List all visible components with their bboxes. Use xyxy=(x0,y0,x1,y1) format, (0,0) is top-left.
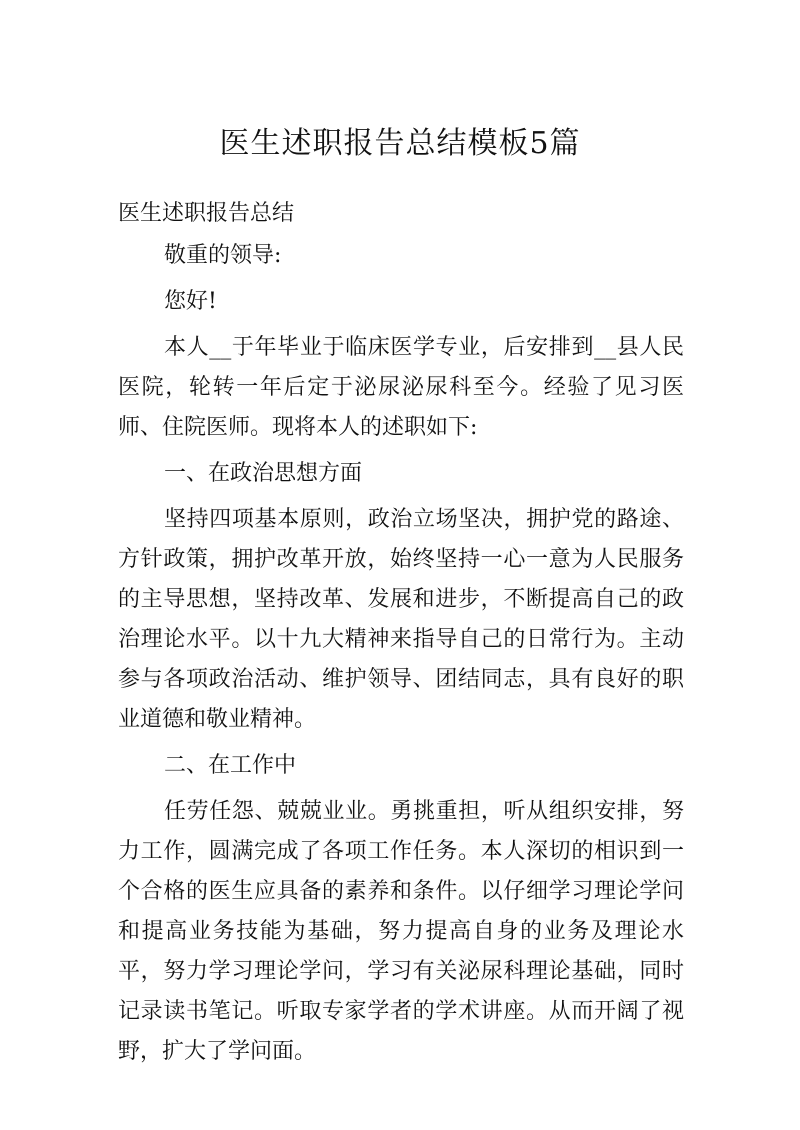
greeting-line: 敬重的领导: xyxy=(164,243,282,268)
section-heading-work: 二、在工作中 xyxy=(164,753,297,778)
salutation-line: 您好! xyxy=(164,289,217,314)
document-title: 医生述职报告总结模板5篇 xyxy=(219,126,581,161)
work-paragraph: 任劳任怨、兢兢业业。勇挑重担，听从组织安排，努力工作，圆满完成了各项工作任务。本人深切的相识到一个合格的医生应具备的素养和条件。以仔细学习理论学问和提高业务技能为基础，努力提高自身的业务及理论水平，努力学习理论学问，学习有关泌尿科理论基础，同时记录读书笔记。听取专家学者的学术讲座。从而开阔了视野，扩大了学问面。 xyxy=(118,799,684,1064)
document-heading: 医生述职报告总结 xyxy=(118,201,295,226)
politics-paragraph: 坚持四项基本原则，政治立场坚决，拥护党的路途、方针政策，拥护改革开放，始终坚持一心一意为人民服务的主导思想，坚持改革、发展和进步，不断提高自己的政治理论水平。以十九大精神来指导自己的日常行为。主动参与各项政治活动、维护领导、团结同志，具有良好的职业道德和敬业精神。 xyxy=(118,507,684,732)
section-heading-politics: 一、在政治思想方面 xyxy=(164,461,363,486)
document-body xyxy=(118,236,684,1078)
intro-paragraph: 本人__于年毕业于临床医学专业，后安排到__县人民医院，轮转一年后定于泌尿泌尿科至今。经验了见习医师、住院医师。现将本人的述职如下: xyxy=(118,335,684,440)
